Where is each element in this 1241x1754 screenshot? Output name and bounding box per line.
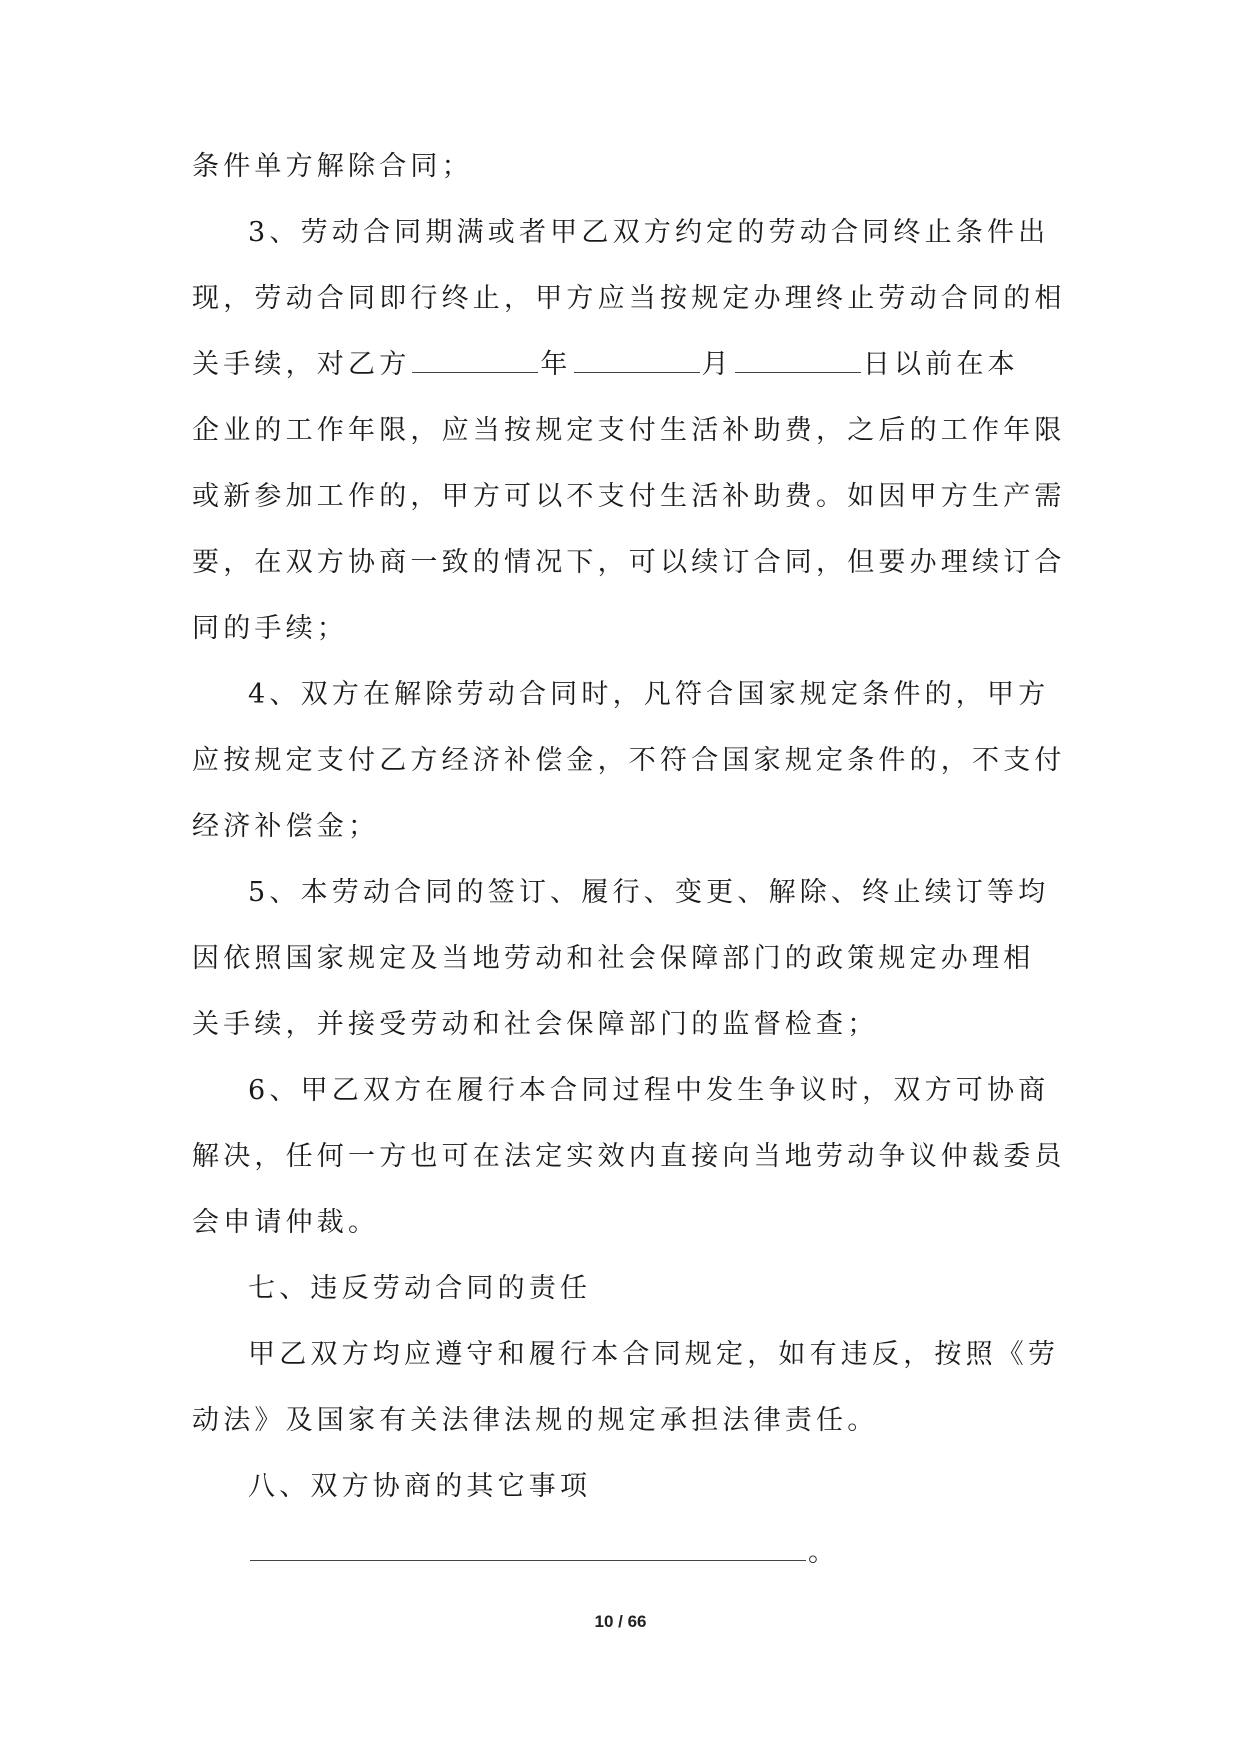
date-fill-line (192, 332, 1060, 398)
year-label: 年 (540, 349, 572, 380)
month-label: 月 (701, 349, 733, 380)
paragraph-line: 或新参加工作的，甲方可以不支付生活补助费。如因甲方生产需 (192, 481, 1066, 512)
section-heading: 八、双方协商的其它事项 (248, 1471, 592, 1502)
paragraph-line: 经济补偿金； (192, 811, 380, 842)
paragraph-line: 现，劳动合同即行终止，甲方应当按规定办理终止劳动合同的相 (192, 283, 1066, 314)
paragraph-line: 会申请仲裁。 (192, 1207, 380, 1238)
paragraph-line: 同的手续； (192, 613, 348, 644)
paragraph-line: 动法》及国家有关法律法规的规定承担法律责任。 (192, 1405, 879, 1436)
year-blank (412, 348, 538, 373)
document-body (192, 134, 1066, 1586)
paragraph-line: 企业的工作年限，应当按规定支付生活补助费，之后的工作年限 (192, 415, 1066, 446)
paragraph-line: 应按规定支付乙方经济补偿金，不符合国家规定条件的，不支付 (192, 745, 1066, 776)
other-matters-fill-line (192, 1520, 1060, 1586)
paragraph-line: 4、双方在解除劳动合同时，凡符合国家规定条件的，甲方 (248, 679, 1050, 710)
paragraph-line: 甲乙双方均应遵守和履行本合同规定，如有违反，按照《劳 (248, 1339, 1060, 1370)
month-blank (574, 348, 700, 373)
page-number: 10 / 66 (594, 1612, 647, 1631)
day-blank (735, 348, 861, 373)
paragraph-line: 条件单方解除合同； (192, 151, 473, 182)
paragraph-line: 5、本劳动合同的签订、履行、变更、解除、终止续订等均 (248, 877, 1050, 908)
paragraph-line: 解决，任何一方也可在法定实效内直接向当地劳动争议仲裁委员 (192, 1141, 1066, 1172)
paragraph-line: 6、甲乙双方在履行本合同过程中发生争议时，双方可协商 (248, 1075, 1050, 1106)
other-matters-period: 。 (808, 1537, 840, 1568)
date-fill-prefix: 关手续，对乙方 (192, 349, 411, 380)
other-matters-blank (250, 1536, 806, 1561)
paragraph-line: 3、劳动合同期满或者甲乙双方约定的劳动合同终止条件出 (248, 217, 1050, 248)
section-heading: 七、违反劳动合同的责任 (248, 1273, 592, 1304)
paragraph-line: 关手续，并接受劳动和社会保障部门的监督检查； (192, 1009, 879, 1040)
date-fill-suffix: 日以前在本 (862, 349, 1019, 380)
paragraph-line: 因依照国家规定及当地劳动和社会保障部门的政策规定办理相 (192, 943, 1035, 974)
paragraph-line: 要，在双方协商一致的情况下，可以续订合同，但要办理续订合 (192, 547, 1066, 578)
